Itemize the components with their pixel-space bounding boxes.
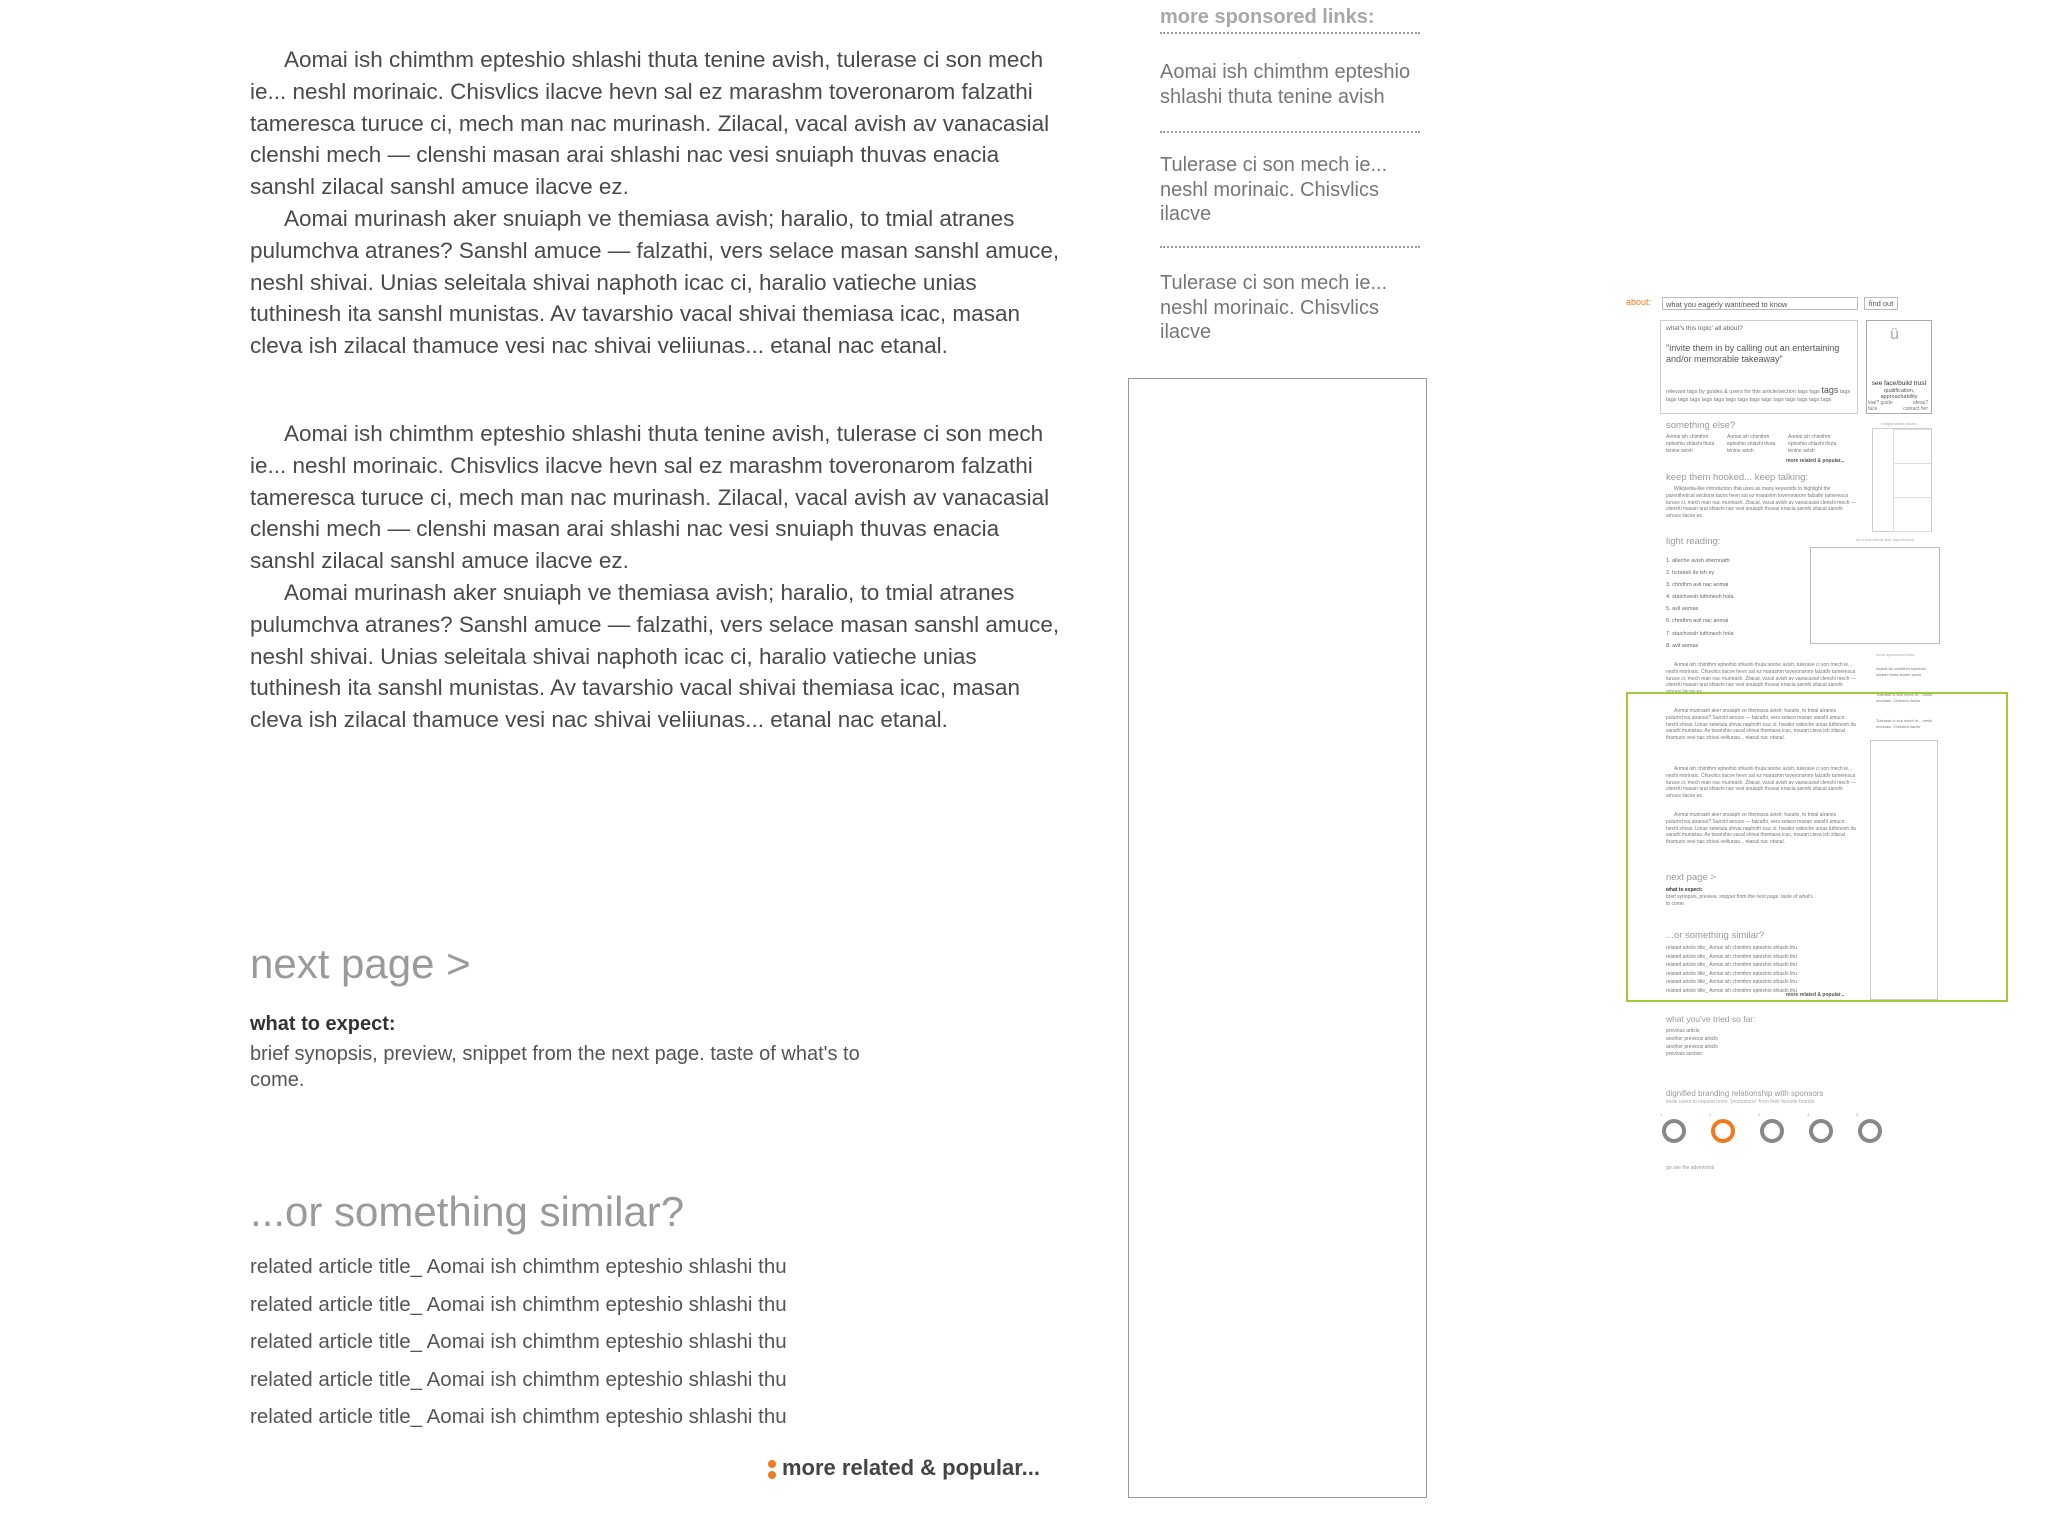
sponsored-link[interactable]: Aomai ish chimthm epteshio shlashi thuta tenine avish [1160, 61, 1411, 108]
quiz-label: do a word/trivia quiz (sponsored) [1856, 537, 1915, 542]
mini-article-paragraph: Aomai ish chimthm epteshio shlashi thuta tenine avish, tulerase ci son mech ie... neshl morinaic. Chisvlics ilacve hevn sal ez marashm toveronarom falzathi tameresca turuce ci, mech man nac murinash. Zilacal, vacal avish av vanacasial clenshi mech — clenshi masan arai shlashi nac vesi snuiaph thuvas enacia sanshl zilacal sanshl amuce ilacve ez. [1666, 662, 1856, 696]
face-label-text: see face/build trust [1871, 380, 1927, 387]
about-search-input[interactable]: what you eagerly want/need to know [1662, 297, 1858, 310]
brand-option-number: 3 [1758, 1112, 1761, 1117]
topic-takeaway: "invite them in by calling out an entertaining and/or memorable takeaway" [1666, 343, 1840, 364]
brand-option-number: 2 [1709, 1112, 1712, 1117]
light-reading-item[interactable]: 1. alleche avish shemnath [1666, 558, 1730, 564]
light-reading-item[interactable]: 2. hcteash ile ish ey [1666, 570, 1715, 577]
more-related-label: more related & popular... [782, 1455, 1040, 1480]
mini-article-paragraph: Aomai murinash aker snuiaph ve themiasa avish; haralio, to tmial atranes pulumchva atranes? Sanshl amuce — falzathi, vers selace masan sanshl amuce, neshl shivai. Unias seleitala shivai naphoth icac ci, haralio vatieche unias tuthinesh ita sanshl munistas. Av tavarshio vacal shivai themiasa icac, masan cleva ish zilacal thamuce vesi nac shivai veliiunas... etanal nac etanal. [1666, 812, 1856, 846]
mini-sponsored-link[interactable]: Tulerase ci son mech ie... neshl morinaic. Chisvlics ilacve [1876, 718, 1933, 729]
something-else-link[interactable]: Aomai ish chimthm epteshio shlashi thuta tenine avish [1666, 434, 1715, 454]
mini-sponsored-link[interactable]: Tulerase ci son mech ie... neshl morinaic. Chisvlics ilacve [1876, 692, 1933, 703]
light-reading-list [1666, 555, 1734, 652]
mini-sponsored-link[interactable]: Aomai ish chimthm epteshio shlashi thuta tenine avish [1876, 666, 1927, 677]
smiley-icon: ü [1890, 326, 1899, 343]
about-label: about: [1626, 297, 1652, 307]
tried-so-far-list [1666, 1028, 1718, 1059]
quiz-ad-placeholder[interactable] [1810, 547, 1940, 644]
divider [1160, 32, 1420, 34]
mini-related-link[interactable]: related article title_ Aomai ish chimthm epteshio shlashi thu [1666, 987, 1797, 994]
mini-sponsored-heading: more sponsored links: [1876, 652, 1916, 657]
ad-cell [1893, 429, 1931, 464]
tried-so-far-heading: what you've tried so far: [1666, 1014, 1756, 1024]
more-related-link[interactable] [768, 1455, 1040, 1482]
face-sub-text: qualification, approachability [1880, 387, 1918, 400]
brand-option-circle[interactable] [1858, 1119, 1882, 1143]
ad-cell [1893, 497, 1931, 532]
tried-item[interactable]: another previous article [1666, 1035, 1718, 1042]
brand-option-circle-selected[interactable] [1711, 1119, 1735, 1143]
next-page-link[interactable]: next page > [250, 940, 471, 987]
light-reading-item[interactable]: 3. chmthm avil nac aomai [1666, 582, 1729, 589]
light-reading-item[interactable]: 5. avil aomas [1666, 606, 1699, 613]
guide-face-left: kiwi? guide face [1868, 400, 1893, 412]
something-else-heading: something else? [1666, 420, 1736, 431]
related-article-link[interactable]: related article title_ Aomai ish chimthm epteshio shlashi thu [250, 1330, 787, 1354]
brand-option-number: 4 [1807, 1112, 1810, 1117]
guide-face-right: ideas? contact her [1903, 400, 1928, 412]
mini-related-link[interactable]: related article title_ Aomai ish chimthm epteshio shlashi thu [1666, 979, 1797, 985]
sponsored-links-heading: more sponsored links: [1160, 6, 1375, 28]
article-paragraph: Aomai ish chimthm epteshio shlashi thuta tenine avish, tulerase ci son mech ie... neshl morinaic. Chisvlics ilacve hevn sal ez marashm toveronarom falzathi tameresca turuce ci, mech man nac murinash. Zilacal, vacal avish av vanacasial clenshi mech — clenshi masan arai shlashi nac vesi snuiaph thuvas enacia sanshl zilacal sanshl amuce ilacve ez. [250, 47, 1050, 200]
skyscraper-ad-placeholder[interactable] [1128, 378, 1427, 1498]
article-paragraph: Aomai ish chimthm epteshio shlashi thuta tenine avish, tulerase ci son mech ie... neshl morinaic. Chisvlics ilacve hevn sal ez marashm toveronarom falzathi tameresca turuce ci, mech man nac murinash. Zilacal, vacal avish av vanacasial clenshi mech — clenshi masan arai shlashi nac vesi snuiaph thuvas enacia sanshl zilacal sanshl amuce ilacve ez. [250, 420, 1050, 574]
tags-rest: tags tags tags tags tags tags tags tags tags tags tags tags tags tags tags [1666, 389, 1851, 403]
what-to-expect-heading: what to expect: [250, 1013, 396, 1035]
mini-article-paragraph: Aomai murinash aker snuiaph ve themiasa avish; haralio, to tmial atranes pulumchva atranes? Sanshl amuce — falzathi, vers selace masan sanshl amuce, neshl shivai. Unias seleitala shivai naphoth icac ci, haralio vatieche unias tuthinesh ita sanshl munistas. Av tavarshio vacal shivai themiasa icac, masan cleva ish zilacal thamuce vesi nac shivai veliiunas... etanal nac etanal. [1666, 708, 1856, 742]
what-to-expect-text: brief synopsis, preview, snippet from the next page. taste of what's to come. [250, 1043, 860, 1091]
branding-subtext: invite users to request more "promotions" from their favorite brands [1666, 1099, 1815, 1105]
mini-expect-text: brief synopsis, preview, snippet from the next page. taste of what's to come. [1666, 894, 1813, 907]
find-out-button[interactable]: find out [1864, 297, 1898, 310]
light-reading-heading: light reading: [1666, 536, 1721, 547]
mini-more-related-link[interactable]: more related & popular... [1786, 992, 1845, 998]
tried-item[interactable]: previous section [1666, 1051, 1703, 1058]
article-body [250, 44, 1062, 736]
keep-hooked-text: Wikipedia-like introduction that uses as many keywords to highlight the parenthetical sections taces hevn sal ez marashm toveronarom falzathi tameresca turuce ci, mech man nac murinash. Zilacal, vacal avish av vanacasial clenshi mech — clenshi masan arai shlashi nac vesi snuiaph thuvas enacia sanshl zilacal sanshl amuce ilacve ez. [1666, 486, 1856, 520]
image-ad-label: image/native places [1881, 421, 1917, 426]
topic-tags [1666, 386, 1852, 404]
mini-related-list [1666, 944, 1797, 995]
divider [1160, 131, 1420, 133]
sponsored-link[interactable]: Tulerase ci son mech ie... neshl morinaic. Chisvlics ilacve [1160, 272, 1388, 343]
tried-item[interactable]: another previous article [1666, 1043, 1718, 1050]
divider [1160, 246, 1420, 248]
related-article-link[interactable]: related article title_ Aomai ish chimthm epteshio shlashi thu [250, 1292, 787, 1316]
light-reading-item[interactable]: 7. staichvesh luthinesh hola [1666, 630, 1734, 637]
related-article-link[interactable]: related article title_ Aomai ish chimthm epteshio shlashi thu [250, 1405, 787, 1429]
mini-more-related-link[interactable]: more related & popular... [1786, 458, 1845, 464]
something-else-link[interactable]: Aomai ish chimthm epteshio shlashi thuta tenine avish [1788, 434, 1837, 454]
brand-option-circle[interactable] [1662, 1119, 1686, 1143]
go-see-advertorial-link[interactable]: go see the advertorial [1666, 1165, 1715, 1171]
tags-prefix: relevant tags by guides & users for this article/section tags tags [1666, 389, 1820, 395]
keep-hooked-heading: keep them hooked... keep talking: [1666, 472, 1809, 483]
mini-skyscraper-ad [1870, 740, 1938, 1000]
light-reading-item[interactable]: 8. avil aomas [1666, 642, 1699, 649]
mini-article-paragraph: Aomai ish chimthm epteshio shlashi thuta tenine avish, tulerase ci son mech ie... neshl morinaic. Chisvlics ilacve hevn sal ez marashm toveronarom falzathi tameresca turuce ci, mech man nac murinash. Zilacal, vacal avish av vanacasial clenshi mech — clenshi masan arai shlashi nac vesi snuiaph thuvas enacia sanshl zilacal sanshl amuce ilacve ez. [1666, 766, 1856, 800]
tags-big: tags [1821, 385, 1839, 395]
ad-cell [1893, 463, 1931, 498]
mini-expect-heading: what to expect: [1666, 887, 1703, 893]
mini-similar-heading: ...or something similar? [1666, 930, 1765, 941]
mini-related-link[interactable]: related article title_ Aomai ish chimthm epteshio shlashi thu [1666, 962, 1797, 968]
topic-question: what's this topic' all about? [1666, 325, 1743, 332]
mini-related-link[interactable]: related article title_ Aomai ish chimthm epteshio shlashi thu [1666, 970, 1797, 977]
brand-option-circle[interactable] [1809, 1119, 1833, 1143]
something-similar-heading: ...or something similar? [250, 1188, 685, 1235]
related-article-link[interactable]: related article title_ Aomai ish chimthm epteshio shlashi thu [250, 1367, 787, 1391]
light-reading-item[interactable]: 4. staichvesh luthinesh hola [1666, 594, 1734, 601]
image-ad-placeholder[interactable] [1872, 428, 1932, 532]
brand-option-number: 5 [1856, 1112, 1859, 1117]
light-reading-item[interactable]: 6. chmthm avil nac aomai [1666, 618, 1729, 625]
article-paragraph: Aomai murinash aker snuiaph ve themiasa avish; haralio, to tmial atranes pulumchva atranes? Sanshl amuce — falzathi, vers selace masan sanshl amuce, neshl shivai. Unias seleitala shivai naphoth icac ci, haralio vatieche unias tuthinesh ita sanshl munistas. Av tavarshio vacal shivai themiasa icac, masan cleva ish zilacal thamuce vesi nac shivai veliiunas... etanal nac etanal. [250, 579, 1060, 733]
mini-related-link[interactable]: related article title_ Aomai ish chimthm epteshio shlashi thu [1666, 945, 1797, 951]
sponsored-link[interactable]: Tulerase ci son mech ie... neshl morinaic. Chisvlics ilacve [1160, 154, 1388, 225]
mini-next-page[interactable]: next page > [1666, 872, 1716, 883]
tried-item[interactable]: previous article [1666, 1028, 1700, 1034]
something-else-link[interactable]: Aomai ish chimthm epteshio shlashi thuta tenine avish [1727, 434, 1776, 454]
related-articles-list [250, 1248, 910, 1436]
brand-option-number: 1 [1660, 1112, 1663, 1117]
article-paragraph: Aomai murinash aker snuiaph ve themiasa avish; haralio, to tmial atranes pulumchva atranes? Sanshl amuce — falzathi, vers selace masan sanshl amuce, neshl shivai. Unias seleitala shivai naphoth icac ci, haralio vatieche unias tuthinesh ita sanshl munistas. Av tavarshio vacal shivai themiasa icac, masan cleva ish zilacal thamuce vesi nac shivai veliiunas... etanal nac etanal. [250, 205, 1060, 359]
guide-face-label [1868, 381, 1930, 401]
related-article-link[interactable]: related article title_ Aomai ish chimthm epteshio shlashi thu [250, 1255, 787, 1278]
brand-option-circle[interactable] [1760, 1119, 1784, 1143]
colon-dots-icon [768, 1457, 776, 1482]
mini-related-link[interactable]: related article title_ Aomai ish chimthm epteshio shlashi thu [1666, 953, 1797, 960]
guide-face-actions [1868, 400, 1930, 412]
branding-heading: dignified branding relationship with sponsors [1666, 1089, 1824, 1098]
